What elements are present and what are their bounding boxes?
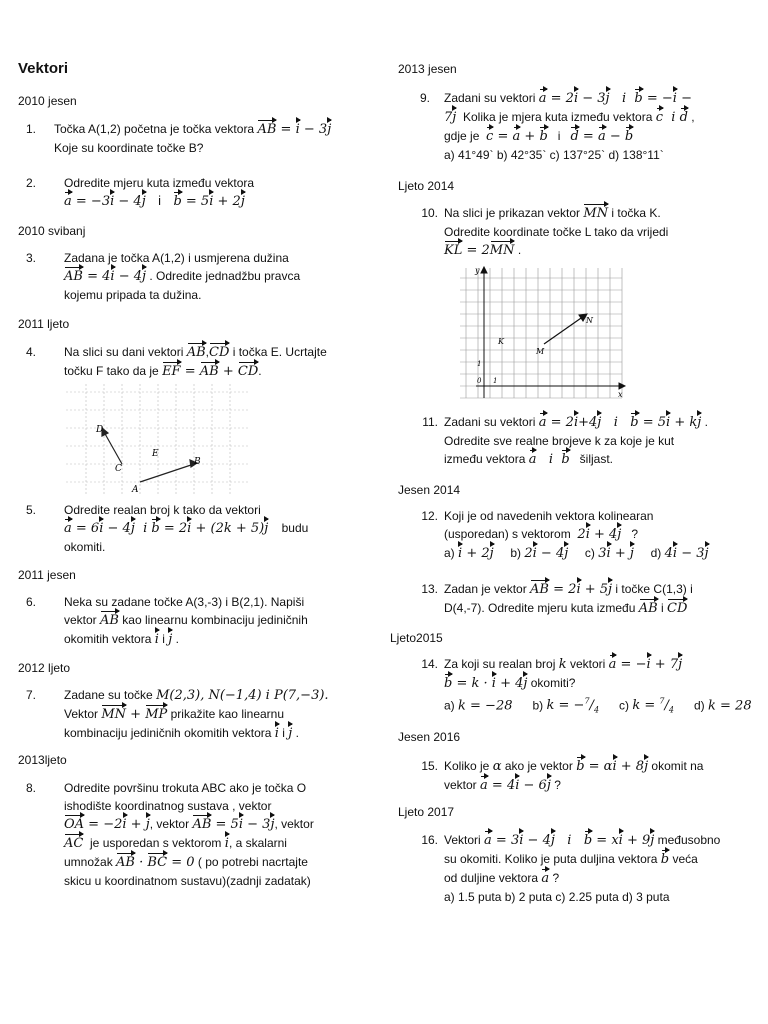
task-text: su okomiti. Koliko je puta duljina vektora bbox=[444, 852, 661, 866]
task-text: Za koji su realan broj bbox=[444, 657, 559, 671]
task-text: i bbox=[657, 601, 668, 615]
task-text: kombinaciju jediničnih okomitih vektora bbox=[64, 726, 272, 740]
task-text: prikažite kao linearnu bbox=[167, 707, 285, 721]
y-tick-1-label: 1 bbox=[477, 360, 482, 368]
task-text: okomiti. bbox=[64, 540, 106, 554]
point-label-k: K bbox=[498, 337, 504, 346]
section-ljeto-2014: Ljeto 2014 bbox=[398, 179, 455, 193]
y-axis-label: y bbox=[475, 266, 480, 275]
task-text: (usporedan) s vektorom bbox=[444, 527, 571, 541]
task-text: Odredite mjeru kuta između vektora bbox=[64, 176, 255, 190]
task-number: 10. bbox=[421, 206, 438, 220]
task-text: Zadane su točke bbox=[64, 688, 157, 702]
task-text: Neka su zadane točke A(3,-3) i B(2,1). Napiši bbox=[64, 595, 305, 609]
task-number: 14. bbox=[421, 657, 438, 671]
task-text: Zadana je točka A(1,2) i usmjerena dužina bbox=[64, 251, 289, 265]
task-text: od duljine vektora bbox=[444, 871, 542, 885]
task-text: gdje je bbox=[444, 129, 480, 143]
task-text: je usporedan s vektorom bbox=[90, 836, 225, 850]
task-text: , vektor bbox=[274, 817, 314, 831]
section-2010-svibanj: 2010 svibanj bbox=[18, 224, 86, 238]
x-tick-1-label: 1 bbox=[493, 377, 498, 385]
point-label-b: B bbox=[194, 457, 201, 467]
page-title: Vektori bbox=[18, 60, 69, 77]
task-text: ? bbox=[549, 871, 560, 885]
task-number: 7. bbox=[25, 688, 36, 702]
task-text: Koje su koordinate točke B? bbox=[54, 141, 204, 155]
task-text: okomiti? bbox=[527, 676, 576, 690]
task-text: vektor bbox=[64, 613, 101, 627]
section-ljeto-2017: Ljeto 2017 bbox=[398, 805, 455, 819]
vector-cd bbox=[104, 432, 122, 464]
task-text: Vektor bbox=[64, 707, 102, 721]
vector-figure-1 bbox=[66, 384, 248, 496]
point-label-d: D bbox=[96, 425, 104, 435]
task-choices: a) 1.5 puta b) 2 puta c) 2.25 puta d) 3 puta bbox=[444, 890, 670, 904]
task-text: okomit na bbox=[648, 759, 704, 773]
task-math: M(2,3), N(−1,4) i P(7,−3). bbox=[156, 688, 329, 703]
task-text: Odredite realan broj k tako da vektori bbox=[64, 503, 261, 517]
task-text: Na slici su dani vektori bbox=[64, 345, 187, 359]
task-text: vektori bbox=[566, 657, 606, 671]
task-number: 3. bbox=[25, 251, 36, 265]
task-number: 5. bbox=[25, 503, 36, 517]
section-2011-ljeto: 2011 ljeto bbox=[18, 317, 70, 331]
task-text: skicu u koordinatnom sustavu)(zadnji zadatak) bbox=[64, 874, 311, 888]
task-number: 4. bbox=[25, 345, 36, 359]
task-text: Koliko je bbox=[444, 759, 493, 773]
vector-ab bbox=[140, 464, 194, 482]
task-text: ako je vektor bbox=[501, 759, 577, 773]
task-text: između vektora bbox=[444, 452, 526, 466]
task-number: 6. bbox=[25, 595, 36, 609]
task-text: Odredite sve realne brojeve k za koje je kut bbox=[444, 434, 675, 448]
task-text: Koji je od navedenih vektora kolinearan bbox=[444, 509, 654, 523]
task-text: Odredite površinu trokuta ABC ako je točka O bbox=[64, 781, 307, 795]
task-text: kojemu pripada ta dužina. bbox=[64, 288, 202, 302]
section-ljeto-2015: Ljeto2015 bbox=[390, 631, 443, 645]
task-choices: a) 41°49` b) 42°35` c) 137°25` d) 138°11` bbox=[444, 148, 664, 162]
section-jesen-2014: Jesen 2014 bbox=[398, 483, 461, 497]
section-2013-ljeto: 2013ljeto bbox=[18, 753, 67, 767]
task-text: i bbox=[278, 726, 289, 740]
task-text: i točka K. bbox=[608, 206, 661, 220]
task-number: 15. bbox=[421, 759, 438, 773]
task-text: budu bbox=[281, 521, 309, 535]
task-text: Kolika je mjera kuta između vektora bbox=[462, 110, 653, 124]
task-text: Zadani su vektori bbox=[444, 415, 536, 429]
task-text: šiljast. bbox=[579, 452, 613, 466]
section-2013-jesen: 2013 jesen bbox=[398, 62, 457, 76]
task-text: Vektori bbox=[444, 833, 485, 847]
task-text: vektor bbox=[444, 778, 481, 792]
section-2010-jesen: 2010 jesen bbox=[18, 94, 77, 108]
point-label-c: C bbox=[115, 464, 122, 474]
task-text: i bbox=[158, 632, 169, 646]
task-text: Na slici je prikazan vektor bbox=[444, 206, 584, 220]
point-label-n: N bbox=[586, 316, 593, 325]
task-text: i točke C(1,3) i bbox=[612, 582, 693, 596]
task-text: Točka A(1,2) početna je točka vektora bbox=[54, 122, 258, 136]
vector-figure-2 bbox=[456, 264, 626, 400]
task-number: 13. bbox=[421, 582, 438, 596]
task-text: točku F tako da je bbox=[64, 364, 163, 378]
origin-label: 0 bbox=[477, 377, 482, 385]
task-text: Odredite koordinate točke L tako da vrijedi bbox=[444, 225, 669, 239]
task-text: i točka E. Ucrtajte bbox=[229, 345, 327, 359]
task-number: 12. bbox=[421, 509, 438, 523]
task-text: , bbox=[205, 345, 210, 359]
task-text: međusobno bbox=[654, 833, 721, 847]
task-text: , vektor bbox=[149, 817, 193, 831]
task-number: 8. bbox=[25, 781, 36, 795]
task-number: 1. bbox=[25, 122, 36, 136]
section-2012-ljeto: 2012 ljeto bbox=[18, 661, 71, 675]
point-label-a: A bbox=[132, 485, 139, 495]
task-text: ( po potrebi nacrtajte bbox=[197, 855, 308, 869]
task-number: 9. bbox=[419, 91, 430, 105]
task-number: 2. bbox=[25, 176, 36, 190]
section-jesen-2016: Jesen 2016 bbox=[398, 730, 461, 744]
section-2011-jesen: 2011 jesen bbox=[18, 568, 76, 582]
task-text: kao linearnu kombinaciju jediničnih bbox=[118, 613, 308, 627]
task-text: D(4,-7). Odredite mjeru kuta između bbox=[444, 601, 639, 615]
task-text: ishodište koordinatnog sustava , vektor bbox=[64, 799, 272, 813]
point-label-m: M bbox=[536, 347, 545, 356]
task-text: Zadani su vektori bbox=[444, 91, 536, 105]
task-text: Zadan je vektor bbox=[444, 582, 531, 596]
task-text: okomitih vektora bbox=[64, 632, 155, 646]
task-text: . bbox=[258, 364, 262, 378]
task-text: , a skalarni bbox=[228, 836, 287, 850]
task-text: i bbox=[557, 129, 561, 143]
task-text: . Odredite jednadžbu pravca bbox=[149, 269, 301, 283]
point-label-e: E bbox=[152, 449, 159, 459]
x-axis-label: x bbox=[618, 390, 623, 399]
task-number: 11. bbox=[422, 415, 438, 429]
task-number: 16. bbox=[421, 833, 438, 847]
task-text: umnožak bbox=[64, 855, 117, 869]
task-text: veća bbox=[669, 852, 698, 866]
